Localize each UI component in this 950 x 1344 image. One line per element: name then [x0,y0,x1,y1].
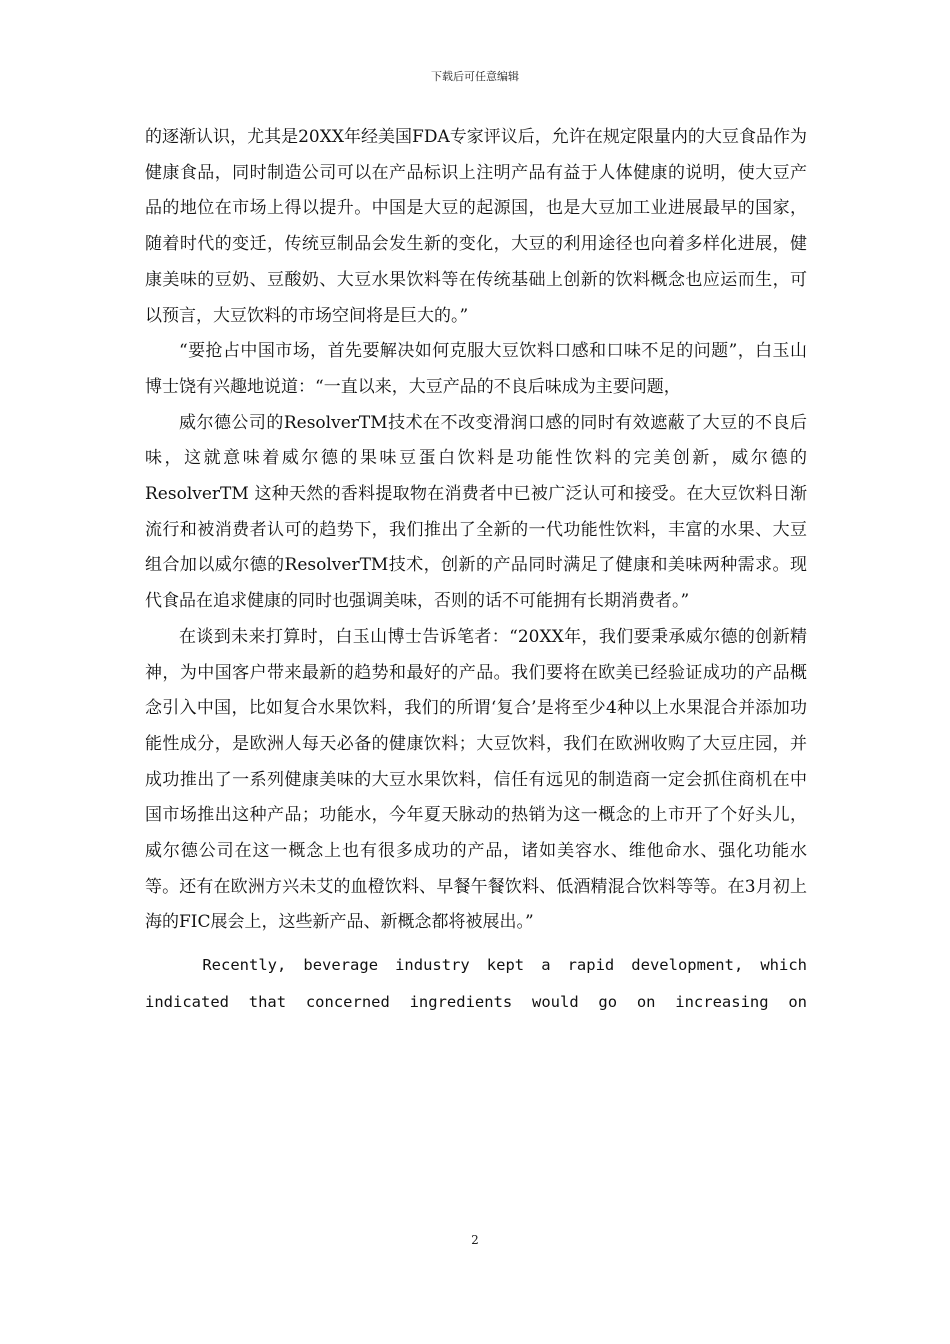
paragraph-english: Recently, beverage industry kept a rapid development, which indicated that concerned ingredients would go on increasing on [145,956,807,1012]
paragraph-3: 威尔德公司的ResolverTM技术在不改变滑润口感的同时有效遮蔽了大豆的不良后味，这就意味着威尔德的果味豆蛋白饮料是功能性饮料的完美创新，威尔德的ResolverTM 这种天然的香料提取物在消费者中已被广泛认可和接受。在大豆饮料日渐流行和被消费者认可的趋势下，我们推出了全新的一代功能性饮料，丰富的水果、大豆组合加以威尔德的ResolverTM技术，创新的产品同时满足了健康和美味两种需求。现代食品在追求健康的同时也强调美味，否则的话不可能拥有长期消费者。” [145,412,807,612]
page-header: 下载后可任意编辑 [431,70,519,83]
page-number: 2 [471,1233,479,1247]
paragraph-1: 的逐渐认识，尤其是20XX年经美国FDA专家评议后，允许在规定限量内的大豆食品作为健康食品，同时制造公司可以在产品标识上注明产品有益于人体健康的说明，使大豆产品的地位在市场上得以提升。中国是大豆的起源国，也是大豆加工业进展最早的国家，随着时代的变迁，传统豆制品会发生新的变化，大豆的利用途径也向着多样化进展，健康美味的豆奶、豆酸奶、大豆水果饮料等在传统基础上创新的饮料概念也应运而生，可以预言，大豆饮料的市场空间将是巨大的。” [145,127,807,326]
paragraph-2: “要抢占中国市场，首先要解决如何克服大豆饮料口感和口味不足的问题”，白玉山博士饶有兴趣地说道：“一直以来，大豆产品的不良后味成为主要问题， [145,341,807,397]
paragraph-4: 在谈到未来打算时，白玉山博士告诉笔者：“20XX年，我们要秉承威尔德的创新精神，为中国客户带来最新的趋势和最好的产品。我们要将在欧美已经验证成功的产品概念引入中国，比如复合水果饮料，我们的所谓‘复合’是将至少4种以上水果混合并添加功能性成分，是欧洲人每天必备的健康饮料；大豆饮料，我们在欧洲收购了大豆庄园，并成功推出了一系列健康美味的大豆水果饮料，信任有远见的制造商一定会抓住商机在中国市场推出这种产品；功能水，今年夏天脉动的热销为这一概念的上市开了个好头儿，威尔德公司在这一概念上也有很多成功的产品，诸如美容水、维他命水、强化功能水等。还有在欧洲方兴未艾的血橙饮料、早餐午餐饮料、低酒精混合饮料等等。在3月初上海的FIC展会上，这些新产品、新概念都将被展出。” [145,626,807,933]
document-body [145,120,807,1021]
